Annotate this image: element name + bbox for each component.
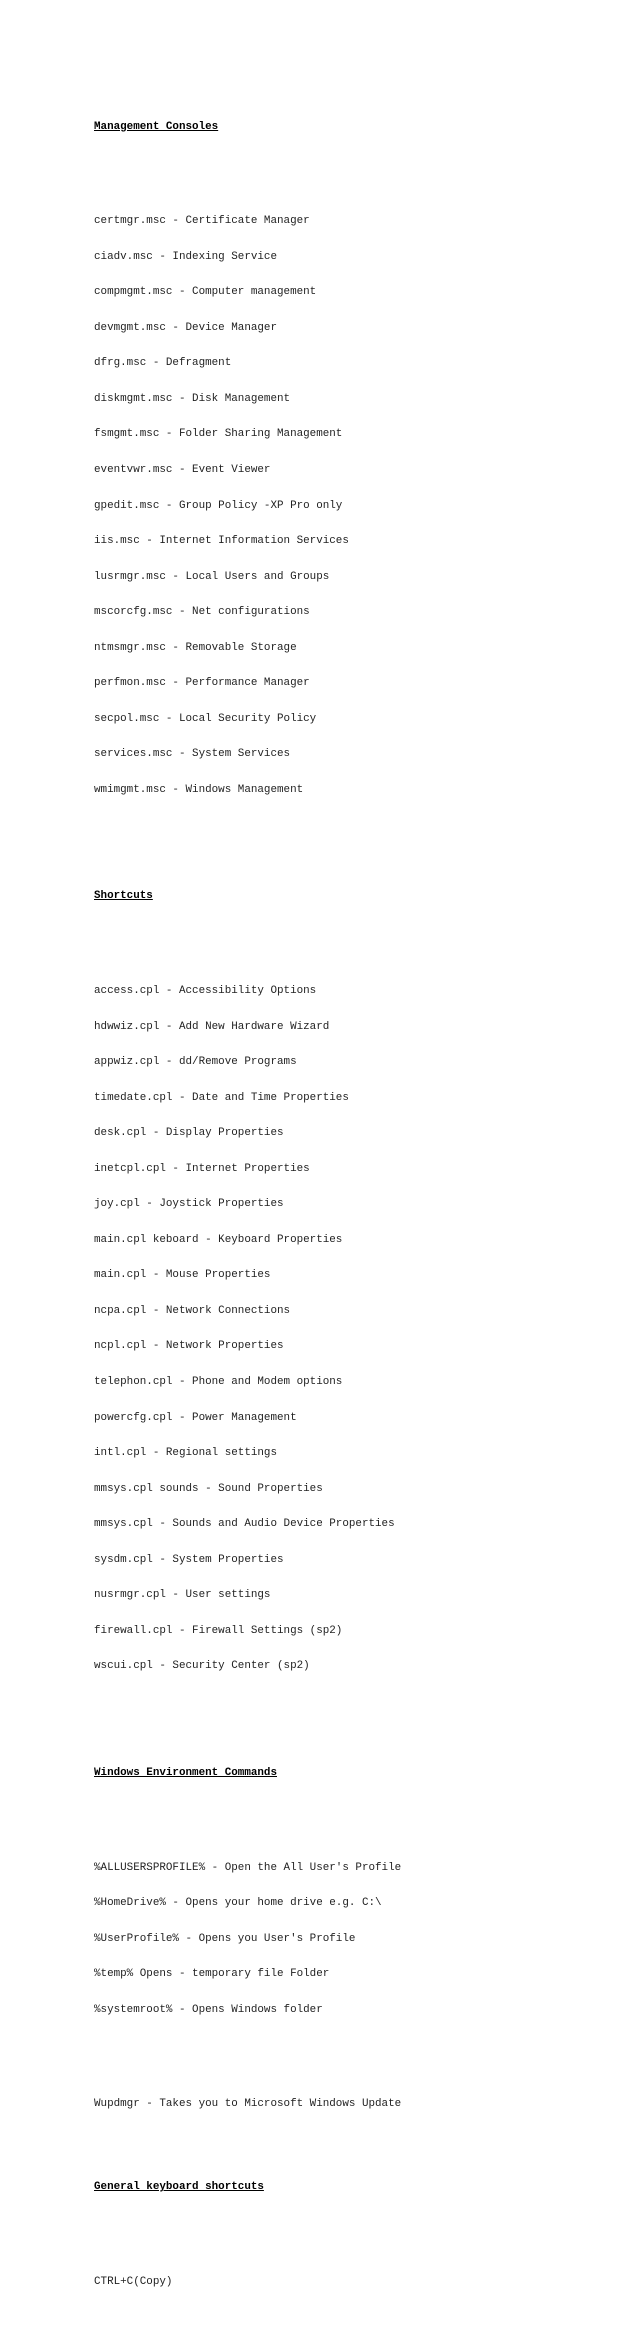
list-item: gpedit.msc - Group Policy -XP Pro only <box>94 499 343 512</box>
list-item: devmgmt.msc - Device Manager <box>94 321 277 334</box>
list-item: mmsys.cpl - Sounds and Audio Device Properties <box>94 1518 395 1531</box>
list-item: powercfg.cpl - Power Management <box>94 1411 297 1424</box>
list-item: telephon.cpl - Phone and Modem options <box>94 1375 343 1388</box>
shortcuts-list <box>94 962 614 1696</box>
list-item: ntmsmgr.msc - Removable Storage <box>94 641 297 654</box>
spacer <box>94 2135 614 2147</box>
general-keyboard-heading: General keyboard shortcuts <box>94 2181 264 2194</box>
list-item: ncpa.cpl - Network Connections <box>94 1304 291 1317</box>
list-item: nusrmgr.cpl - User settings <box>94 1589 271 1602</box>
list-item: perfmon.msc - Performance Manager <box>94 677 310 690</box>
spacer <box>94 2218 614 2230</box>
list-item: diskmgmt.msc - Disk Management <box>94 392 291 405</box>
list-item: compmgmt.msc - Computer management <box>94 286 317 299</box>
list-item: wscui.cpl - Security Center (sp2) <box>94 1660 310 1673</box>
wupdmgr-line: Wupdmgr - Takes you to Microsoft Windows Update <box>94 2098 402 2111</box>
list-item: desk.cpl - Display Properties <box>94 1127 284 1140</box>
list-item: %temp% Opens - temporary file Folder <box>94 1968 330 1981</box>
list-item: %UserProfile% - Opens you User's Profile <box>94 1932 356 1945</box>
list-item: fsmgmt.msc - Folder Sharing Management <box>94 428 343 441</box>
windows-environment-list <box>94 1839 614 2040</box>
management-consoles-heading: Management Consoles <box>94 120 219 133</box>
document-page <box>94 86 614 2336</box>
list-item: iis.msc - Internet Information Services <box>94 535 349 548</box>
list-item: %HomeDrive% - Opens your home drive e.g. C:\ <box>94 1897 382 1910</box>
spacer <box>94 844 614 856</box>
list-item: lusrmgr.msc - Local Users and Groups <box>94 570 330 583</box>
list-item: %ALLUSERSPROFILE% - Open the All User's Profile <box>94 1861 402 1874</box>
list-item: mmsys.cpl sounds - Sound Properties <box>94 1482 323 1495</box>
list-item: appwiz.cpl - dd/Remove Programs <box>94 1056 297 1069</box>
list-item: joy.cpl - Joystick Properties <box>94 1198 284 1211</box>
spacer <box>94 1720 614 1732</box>
list-item: main.cpl - Mouse Properties <box>94 1269 271 1282</box>
list-item: services.msc - System Services <box>94 748 291 761</box>
spacer <box>94 157 614 169</box>
list-item: inetcpl.cpl - Internet Properties <box>94 1162 310 1175</box>
list-item: wmimgmt.msc - Windows Management <box>94 783 304 796</box>
list-item: sysdm.cpl - System Properties <box>94 1553 284 1566</box>
list-item: hdwwiz.cpl - Add New Hardware Wizard <box>94 1020 330 1033</box>
shortcuts-heading: Shortcuts <box>94 890 153 903</box>
spacer <box>94 927 614 939</box>
list-item: CTRL+C(Copy) <box>94 2276 173 2289</box>
list-item: mscorcfg.msc - Net configurations <box>94 606 310 619</box>
list-item: access.cpl - Accessibility Options <box>94 985 317 998</box>
spacer <box>94 2064 614 2076</box>
general-keyboard-list <box>94 2253 614 2312</box>
windows-environment-heading: Windows Environment Commands <box>94 1766 277 1779</box>
spacer <box>94 1803 614 1815</box>
management-consoles-list <box>94 193 614 821</box>
list-item: firewall.cpl - Firewall Settings (sp2) <box>94 1624 343 1637</box>
list-item: main.cpl keboard - Keyboard Properties <box>94 1233 343 1246</box>
list-item: eventvwr.msc - Event Viewer <box>94 464 271 476</box>
list-item: dfrg.msc - Defragment <box>94 357 232 370</box>
list-item: ncpl.cpl - Network Properties <box>94 1340 284 1353</box>
list-item: certmgr.msc - Certificate Manager <box>94 215 310 228</box>
list-item: %systemroot% - Opens Windows folder <box>94 2003 323 2016</box>
list-item: timedate.cpl - Date and Time Properties <box>94 1091 349 1104</box>
list-item: ciadv.msc - Indexing Service <box>94 250 277 263</box>
list-item: intl.cpl - Regional settings <box>94 1447 277 1460</box>
list-item: secpol.msc - Local Security Policy <box>94 712 317 725</box>
